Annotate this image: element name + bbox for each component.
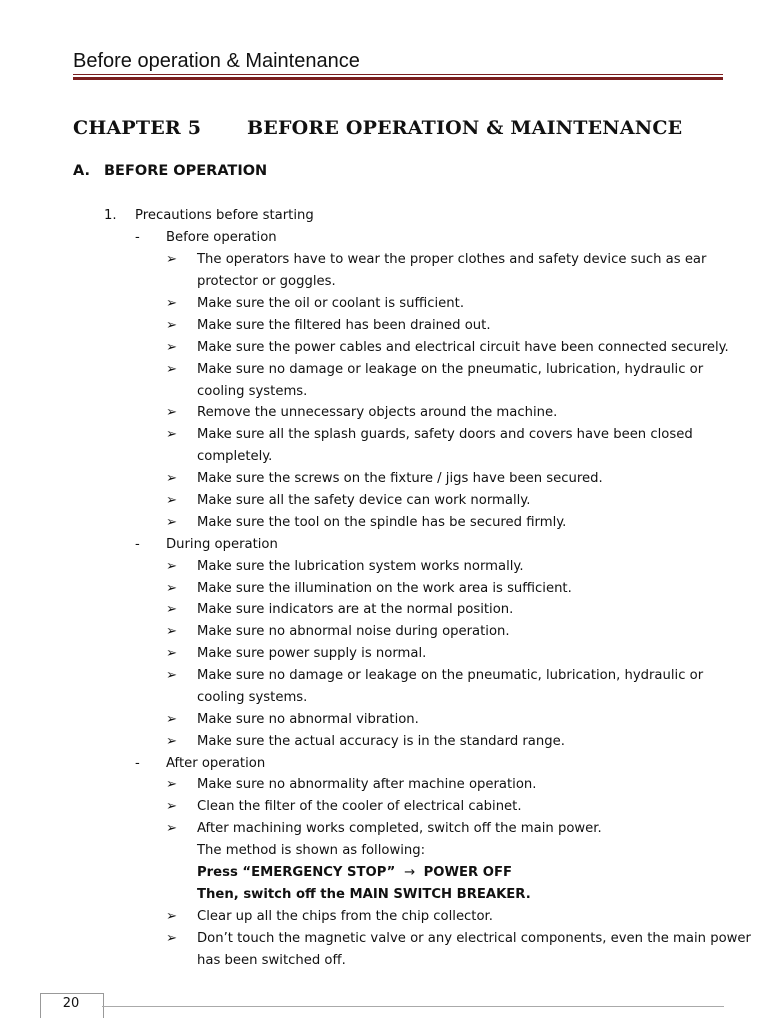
section-heading [73, 163, 267, 179]
dash-bullet: - [135, 756, 140, 771]
list-item: Clear up all the chips from the chip collector. [197, 909, 493, 924]
arrow-bullet-icon: ➢ [166, 668, 178, 683]
list-item: Make sure no abnormality after machine operation. [197, 777, 537, 792]
list-item: Make sure the illumination on the work area is sufficient. [197, 581, 572, 596]
right-arrow-icon: → [403, 865, 415, 880]
list-item: Make sure all the safety device can work normally. [197, 493, 531, 508]
list-item: The operators have to wear the proper clothes and safety device such as ear [197, 252, 707, 267]
arrow-bullet-icon: ➢ [166, 471, 178, 486]
arrow-bullet-icon: ➢ [166, 799, 178, 814]
press-instruction [197, 865, 512, 881]
switch-off-instruction: Then, switch off the MAIN SWITCH BREAKER. [197, 887, 531, 902]
arrow-bullet-icon: ➢ [166, 296, 178, 311]
arrow-bullet-icon: ➢ [166, 340, 178, 355]
dash-bullet: - [135, 230, 140, 245]
arrow-bullet-icon: ➢ [166, 909, 178, 924]
list-item: Make sure the oil or coolant is sufficient. [197, 296, 465, 311]
list-item: Make sure the filtered has been drained out. [197, 318, 491, 333]
arrow-bullet-icon: ➢ [166, 821, 178, 836]
arrow-bullet-icon: ➢ [166, 646, 178, 661]
press-label: Press “EMERGENCY STOP” [197, 865, 396, 880]
section-letter: A. [73, 163, 90, 179]
list-item-continued: cooling systems. [197, 384, 308, 399]
list-item: Don’t touch the magnetic valve or any electrical components, even the main power [197, 931, 751, 946]
arrow-bullet-icon: ➢ [166, 318, 178, 333]
list-item: Make sure power supply is normal. [197, 646, 427, 661]
list-item: Make sure indicators are at the normal position. [197, 602, 514, 617]
list-item: Make sure no damage or leakage on the pneumatic, lubrication, hydraulic or [197, 362, 704, 377]
arrow-bullet-icon: ➢ [166, 734, 178, 749]
arrow-bullet-icon: ➢ [166, 427, 178, 442]
list-item: Make sure the tool on the spindle has be secured firmly. [197, 515, 567, 530]
arrow-bullet-icon: ➢ [166, 252, 178, 267]
list-item-continued: completely. [197, 449, 273, 464]
list-item: Make sure the screws on the fixture / jigs have been secured. [197, 471, 603, 486]
arrow-bullet-icon: ➢ [166, 559, 178, 574]
footer-rule [102, 1006, 724, 1007]
header-rule-thick [73, 77, 723, 80]
list-item: After machining works completed, switch off the main power. [197, 821, 602, 836]
list-item-continued: The method is shown as following: [197, 843, 426, 858]
press-target: POWER OFF [423, 865, 512, 880]
running-header: Before operation & Maintenance [73, 50, 360, 72]
page-number: 20 [62, 996, 80, 1011]
arrow-bullet-icon: ➢ [166, 624, 178, 639]
arrow-bullet-icon: ➢ [166, 777, 178, 792]
header-rule-thin [73, 74, 723, 75]
chapter-number: CHAPTER 5 [73, 117, 202, 139]
arrow-bullet-icon: ➢ [166, 405, 178, 420]
subheading-during-operation: During operation [166, 537, 278, 552]
list-item: Make sure no abnormal vibration. [197, 712, 419, 727]
list-item: Make sure the actual accuracy is in the standard range. [197, 734, 565, 749]
item-title: Precautions before starting [135, 208, 314, 223]
list-item: Make sure no damage or leakage on the pneumatic, lubrication, hydraulic or [197, 668, 704, 683]
subheading-after-operation: After operation [166, 756, 266, 771]
subheading-before-operation: Before operation [166, 230, 277, 245]
section-title: BEFORE OPERATION [104, 163, 268, 179]
list-item-continued: cooling systems. [197, 690, 308, 705]
arrow-bullet-icon: ➢ [166, 602, 178, 617]
arrow-bullet-icon: ➢ [166, 712, 178, 727]
arrow-bullet-icon: ➢ [166, 493, 178, 508]
list-item: Make sure no abnormal noise during operation. [197, 624, 510, 639]
list-item: Remove the unnecessary objects around the machine. [197, 405, 558, 420]
list-item-continued: protector or goggles. [197, 274, 336, 289]
chapter-title: BEFORE OPERATION & MAINTENANCE [247, 117, 683, 139]
arrow-bullet-icon: ➢ [166, 581, 178, 596]
list-item-continued: has been switched off. [197, 953, 346, 968]
item-number: 1. [104, 208, 117, 223]
list-item: Make sure the lubrication system works normally. [197, 559, 524, 574]
arrow-bullet-icon: ➢ [166, 362, 178, 377]
list-item: Make sure the power cables and electrical circuit have been connected securely. [197, 340, 729, 355]
list-item: Make sure all the splash guards, safety doors and covers have been closed [197, 427, 693, 442]
arrow-bullet-icon: ➢ [166, 515, 178, 530]
list-item: Clean the filter of the cooler of electrical cabinet. [197, 799, 522, 814]
arrow-bullet-icon: ➢ [166, 931, 178, 946]
dash-bullet: - [135, 537, 140, 552]
